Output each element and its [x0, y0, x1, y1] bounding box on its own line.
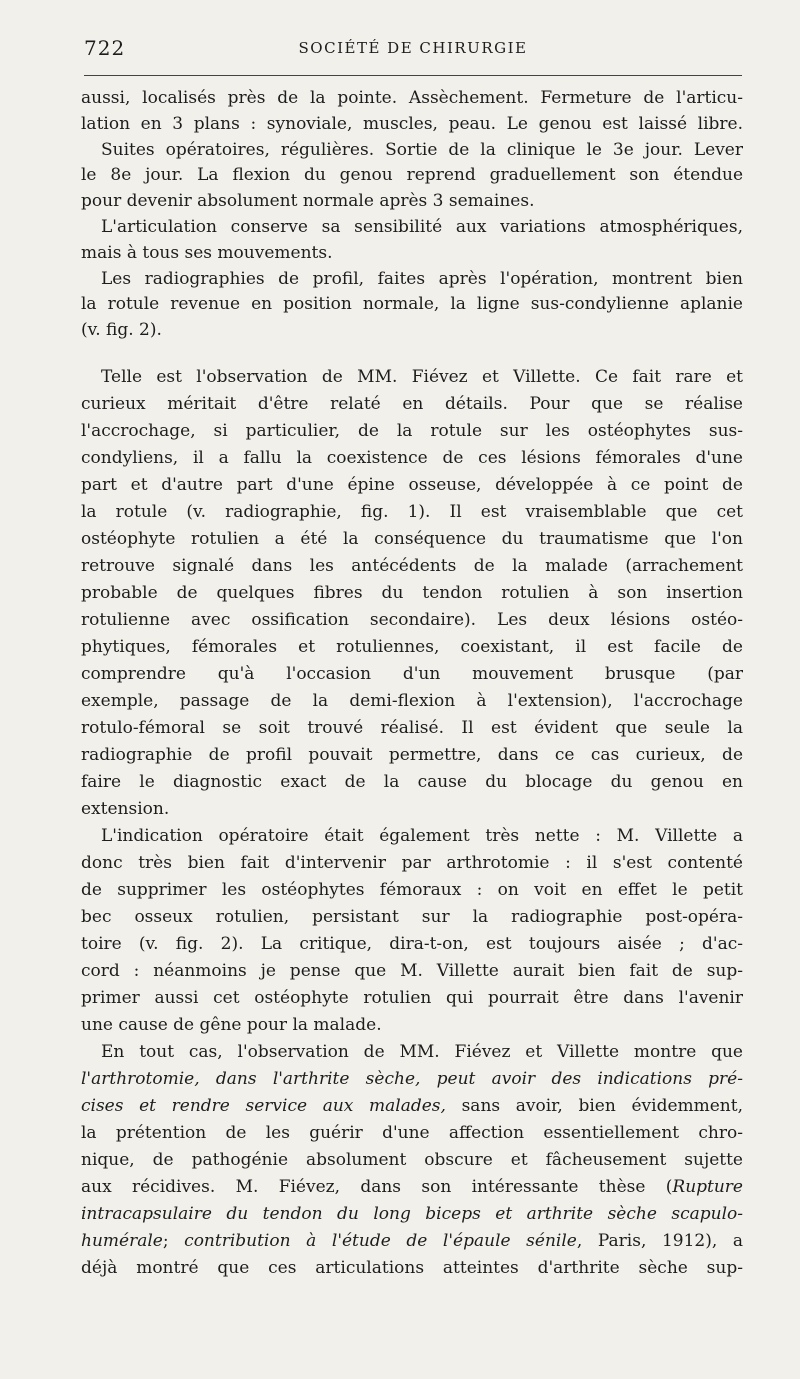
text-line: le 8e jour. La flexion du genou reprend graduellement son étendue: [81, 165, 743, 186]
text-line: comprendre qu'à l'occasion d'un mouvement brusque (par: [81, 663, 743, 684]
page-header: [84, 36, 742, 62]
text-line: [81, 1174, 743, 1201]
roman-text: , Paris, 1912), a: [576, 1230, 743, 1251]
text-line: Telle est l'observation de MM. Fiévez et Villette. Ce fait rare et: [101, 366, 743, 387]
paragraph-4: [81, 1039, 743, 1282]
text-line: Suites opératoires, régulières. Sortie de la clinique le 3e jour. Lever: [101, 139, 743, 160]
text-line: [81, 1228, 743, 1255]
header-rule: [84, 75, 742, 76]
text-line: bec osseux rotulien, persistant sur la radiographie post-opéra-: [81, 906, 743, 927]
text-line: donc très bien fait d'intervenir par arthrotomie : il s'est contenté: [81, 852, 743, 873]
text-line: l'accrochage, si particulier, de la rotule sur les ostéophytes sus-: [81, 420, 743, 441]
text-line: En tout cas, l'observation de MM. Fiévez et Villette montre que: [101, 1041, 743, 1062]
text-line: probable de quelques fibres du tendon rotulien à son insertion: [81, 582, 743, 603]
paragraph-3: [81, 823, 743, 1039]
text-line: rotulo-fémoral se soit trouvé réalisé. Il est évident que seule la: [81, 717, 743, 738]
text-line: faire le diagnostic exact de la cause du blocage du genou en: [81, 771, 743, 792]
text-line: lation en 3 plans : synoviale, muscles, peau. Le genou est laissé libre.: [81, 113, 743, 134]
roman-text: ;: [162, 1230, 185, 1251]
italic-text: humérale: [81, 1230, 163, 1251]
text-line: curieux méritait d'être relaté en détails. Pour que se réalise: [81, 393, 743, 414]
text-line: condyliens, il a fallu la coexistence de ces lésions fémorales d'une: [81, 447, 743, 468]
text-line: ostéophyte rotulien a été la conséquence du traumatisme que l'on: [81, 528, 743, 549]
paragraph-gap: [81, 344, 743, 364]
text-line: une cause de gêne pour la malade.: [81, 1014, 382, 1035]
roman-text: aux récidives. M. Fiévez, dans son intéressante thèse (: [81, 1176, 673, 1197]
text-line: pour devenir absolument normale après 3 semaines.: [81, 191, 535, 212]
text-line: mais à tous ses mouvements.: [81, 242, 333, 263]
running-title: SOCIÉTÉ DE CHIRURGIE: [298, 39, 528, 57]
text-line: [81, 1201, 743, 1228]
paragraph-1: [81, 86, 743, 344]
text-line: [81, 1066, 743, 1093]
text-line: L'articulation conserve sa sensibilité aux variations atmosphériques,: [101, 216, 743, 237]
roman-text: sans avoir, bien évidemment,: [461, 1095, 743, 1116]
text-line: radiographie de profil pouvait permettre, dans ce cas curieux, de: [81, 744, 743, 765]
text-line: aussi, localisés près de la pointe. Assèchement. Fermeture de l'articu-: [81, 88, 743, 108]
text-line: la rotule (v. radiographie, fig. 1). Il est vraisemblable que cet: [81, 501, 743, 522]
text-line: Les radiographies de profil, faites après l'opération, montrent bien: [101, 268, 743, 289]
text-line: déjà montré que ces articulations atteintes d'arthrite sèche sup-: [81, 1257, 743, 1278]
text-line: la prétention de les guérir d'une affection essentiellement chro-: [81, 1122, 743, 1143]
text-line: la rotule revenue en position normale, la ligne sus-condylienne aplanie: [81, 294, 743, 315]
italic-text: cises et rendre service aux malades,: [81, 1095, 446, 1116]
text-line: de supprimer les ostéophytes fémoraux : on voit en effet le petit: [81, 879, 743, 900]
text-line: cord : néanmoins je pense que M. Villette aurait bien fait de sup-: [81, 960, 743, 981]
text-line: primer aussi cet ostéophyte rotulien qui pourrait être dans l'avenir: [81, 987, 743, 1008]
text-line: toire (v. fig. 2). La critique, dira-t-on, est toujours aisée ; d'ac-: [81, 933, 743, 954]
text-line: (v. fig. 2).: [81, 320, 162, 341]
text-line: retrouve signalé dans les antécédents de la malade (arrachement: [81, 555, 743, 576]
italic-text: Rupture: [672, 1176, 743, 1197]
italic-text: l'arthrotomie, dans l'arthrite sèche, peut avoir des indications pré-: [81, 1068, 743, 1089]
text-line: exemple, passage de la demi-flexion à l'extension), l'accrochage: [81, 690, 743, 711]
page-number: 722: [84, 36, 126, 60]
italic-text: contribution à l'étude de l'épaule sénile: [184, 1230, 577, 1251]
text-line: part et d'autre part d'une épine osseuse, développée à ce point de: [81, 474, 743, 495]
text-line: [81, 1093, 743, 1120]
body-text: [81, 86, 743, 1282]
paragraph-2: [81, 364, 743, 823]
text-line: extension.: [81, 798, 170, 819]
text-line: rotulienne avec ossification secondaire). Les deux lésions ostéo-: [81, 609, 743, 630]
text-line: L'indication opératoire était également très nette : M. Villette a: [101, 825, 743, 846]
italic-text: intracapsulaire du tendon du long biceps et arthrite sèche scapulo-: [81, 1203, 743, 1224]
text-line: phytiques, fémorales et rotuliennes, coexistant, il est facile de: [81, 636, 743, 657]
text-line: nique, de pathogénie absolument obscure et fâcheusement sujette: [81, 1149, 743, 1170]
